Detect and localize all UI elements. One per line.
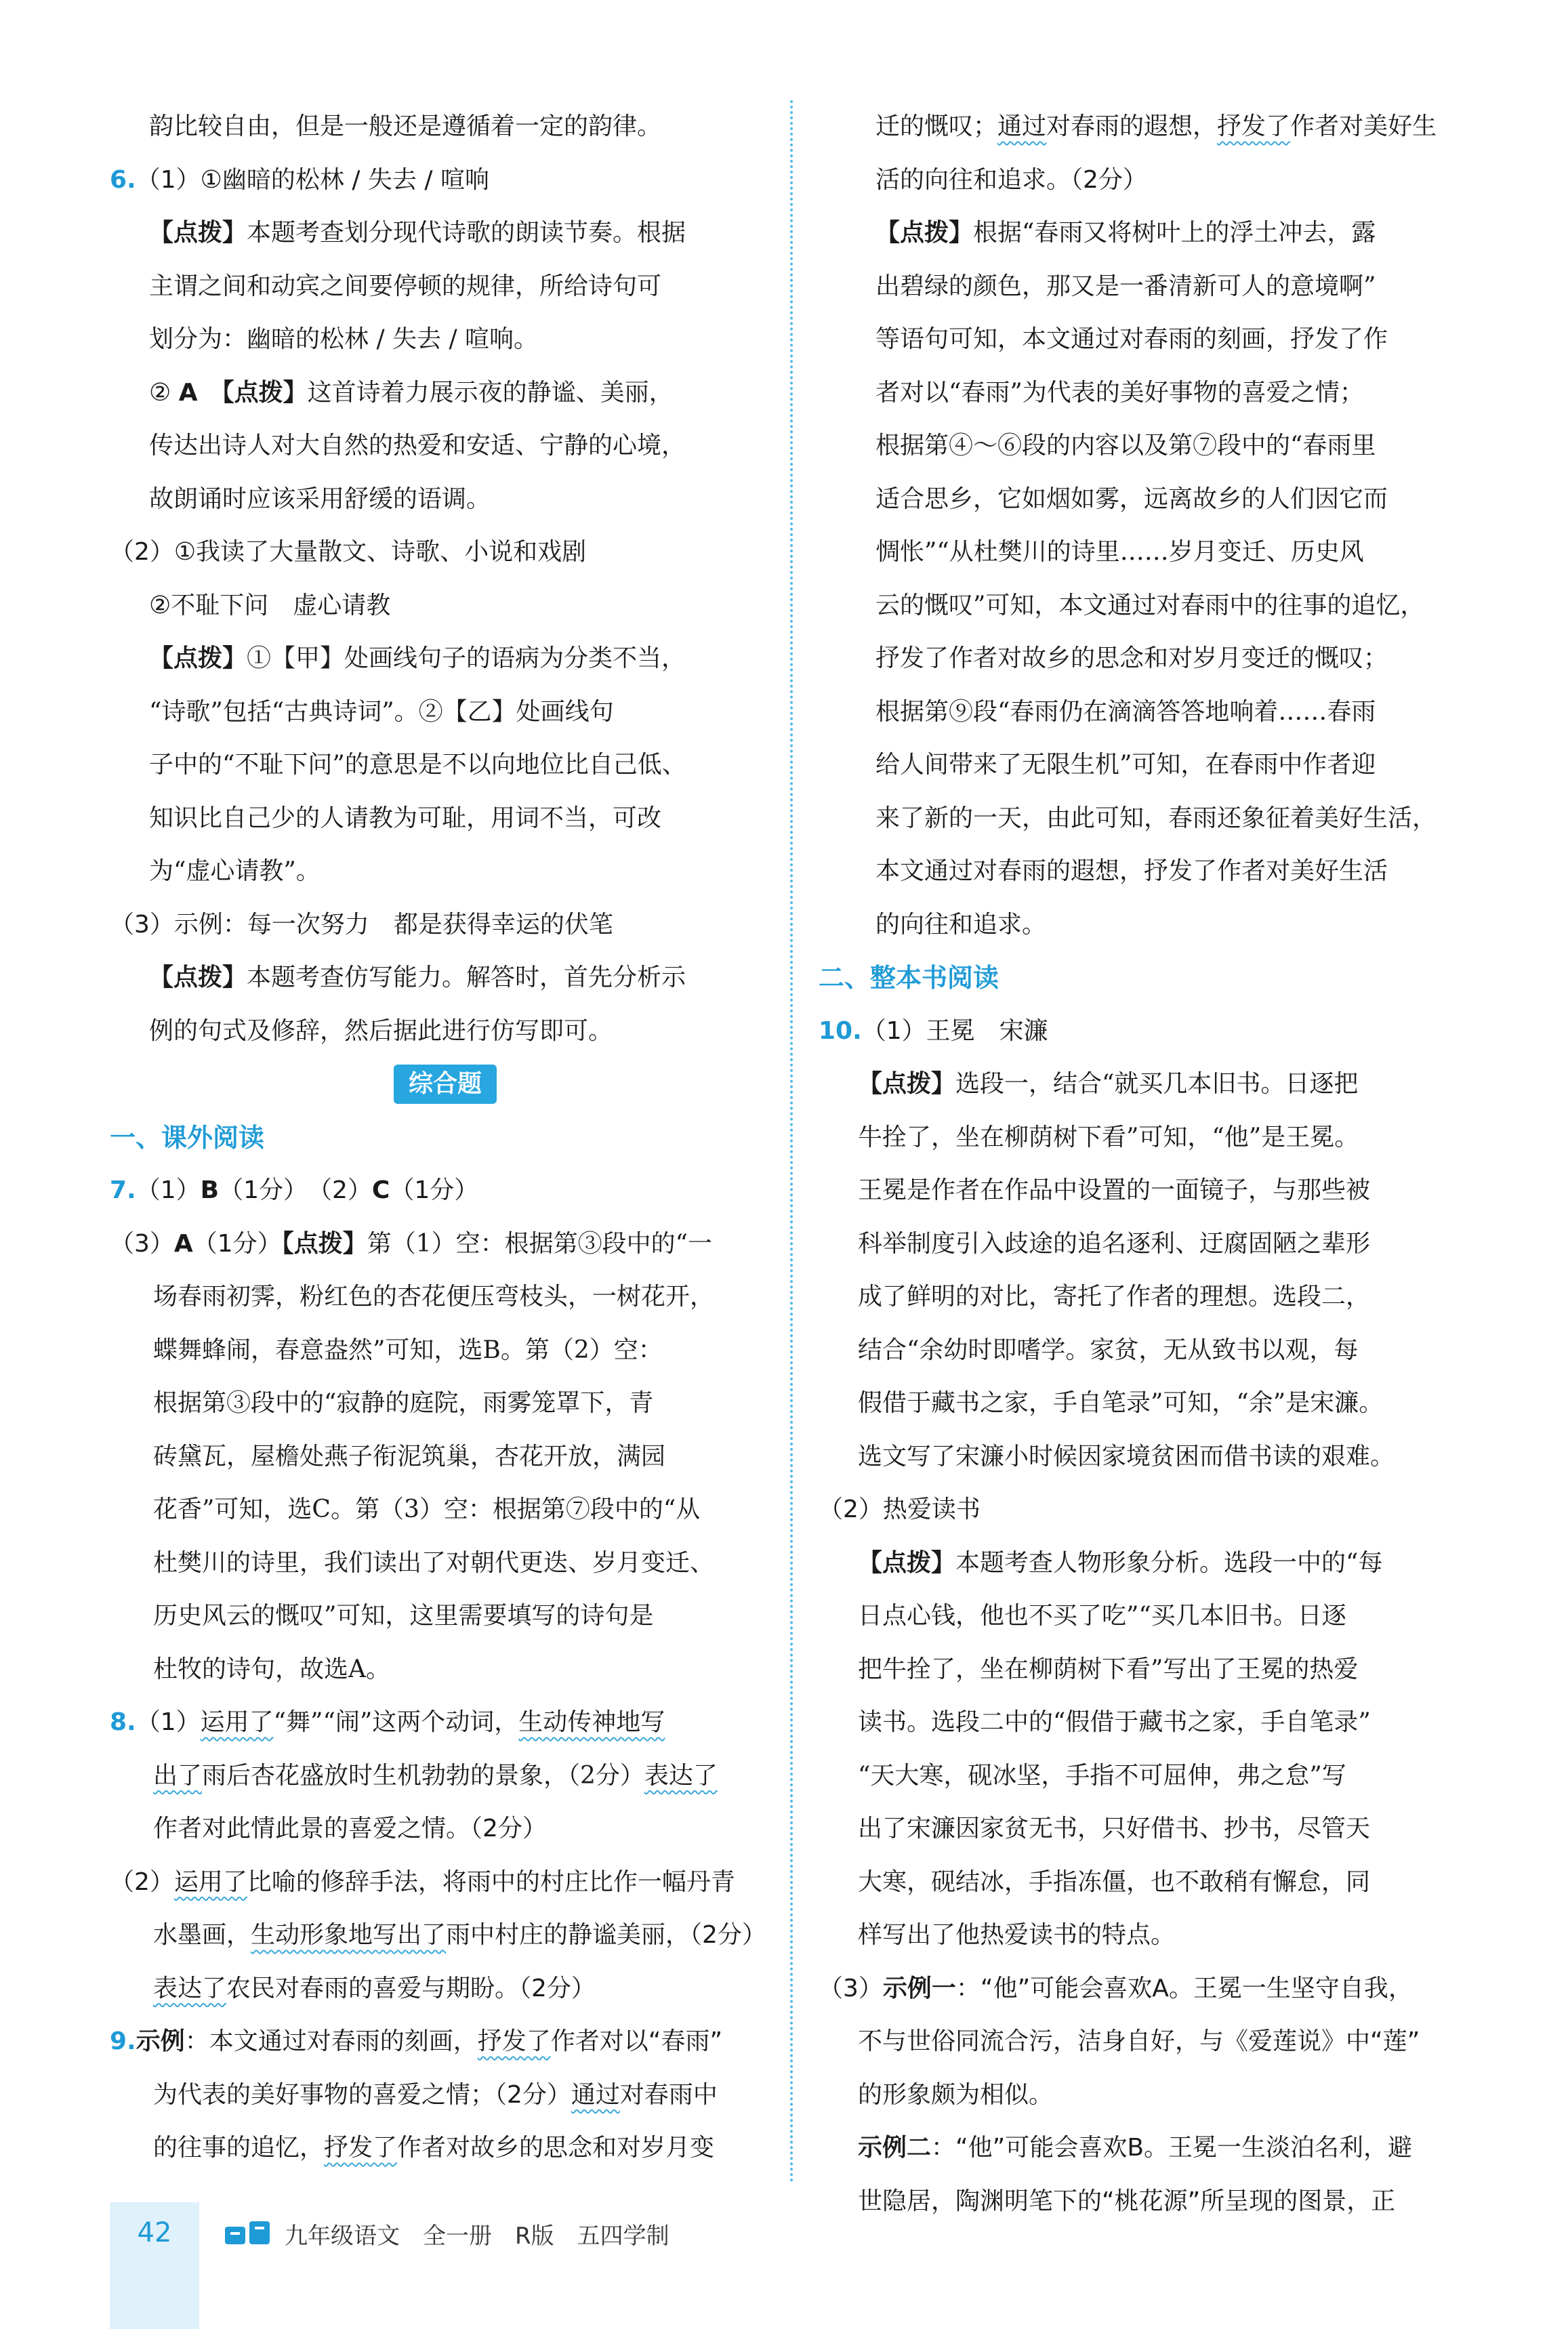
text-line	[819, 367, 1489, 420]
text-line	[819, 1909, 1489, 1962]
text-run: （3）示例：每一次努力 都是获得幸运的伏笔	[110, 910, 613, 939]
text-run: 假借于藏书之家，手自笔录”可知，“余”是宋濂。	[858, 1389, 1384, 1417]
text-line	[110, 1962, 781, 2016]
text-run: 本题考查人物形象分析。选段一中的“每	[955, 1548, 1383, 1577]
publisher-logo-icon	[224, 2217, 272, 2248]
text-run: “诗歌”包括“古典诗词”。②【乙】处画线句	[149, 697, 614, 726]
text-run: 选段一，结合“就买几本旧书。日逐把	[955, 1070, 1359, 1098]
text-run: 出了宋濂因家贫无书，只好借书、抄书，尽管天	[858, 1815, 1371, 1842]
text-run: 子中的“不耻下问”的意思是不以向地位比自己低、	[149, 751, 686, 779]
text-line	[819, 473, 1489, 527]
text-line	[110, 1643, 781, 1697]
text-line	[110, 1750, 781, 1803]
text-run: （2）	[110, 1868, 174, 1896]
text-run: 【点拨】	[222, 378, 308, 407]
text-run: 杜樊川的诗里，我们读出了对朝代更迭、岁月变迁、	[153, 1548, 715, 1577]
text-run: 这首诗着力展示夜的静谧、美丽，	[307, 378, 674, 407]
text-run: （1）①幽暗的松林 / 失去 / 喧响	[136, 165, 489, 194]
text-run: 【点拨】	[149, 964, 247, 991]
text-run: 等语句可知，本文通过对春雨的刻画，抒发了作	[875, 325, 1388, 353]
text-run: 惆怅”“从杜樊川的诗里……岁月变迁、历史风	[875, 538, 1364, 566]
text-run: 本题考查划分现代诗歌的朗读节奏。根据	[247, 219, 686, 247]
text-line	[819, 1590, 1489, 1643]
text-run: 对春雨的遐想，	[1046, 112, 1218, 140]
text-line	[110, 207, 781, 260]
text-line	[819, 1483, 1489, 1537]
text-line	[110, 686, 781, 739]
text-line	[110, 526, 781, 579]
text-line	[819, 1537, 1489, 1590]
text-line	[819, 1111, 1489, 1165]
text-line	[110, 1537, 781, 1590]
text-line	[819, 154, 1489, 207]
section-heading: 二、整本书阅读	[819, 963, 999, 993]
text-line	[110, 1377, 781, 1430]
text-run: 为代表的美好事物的喜爱之情；（2分）	[153, 2080, 571, 2109]
text-run: 结合“余幼时即嗜学。家贫，无从致书以观，每	[858, 1336, 1359, 1364]
text-line	[110, 1271, 781, 1324]
text-line	[110, 473, 781, 527]
text-run: 故朗诵时应该采用舒缓的语调。	[149, 485, 491, 513]
text-run: 示例二	[858, 2134, 932, 2162]
text-run: （3）	[110, 1229, 174, 1258]
text-line	[110, 951, 781, 1005]
text-run: ：本文通过	[184, 2027, 307, 2055]
text-run: 为“虚心请教”。	[149, 857, 321, 885]
text-run: 农民对春雨的喜爱与期盼。（2分）	[226, 1974, 596, 2002]
question-number: 10.	[819, 1016, 862, 1045]
text-run: 科举制度引入歧途的追名逐利、迂腐固陋之辈形	[858, 1229, 1371, 1258]
left-column	[110, 100, 781, 2175]
text-line	[819, 313, 1489, 367]
text-line	[110, 1802, 781, 1856]
text-run: 抒发了	[477, 2027, 551, 2055]
page-number: 42	[137, 2217, 172, 2248]
text-line	[819, 899, 1489, 952]
text-line	[819, 1324, 1489, 1378]
text-run: 选文写了宋濂小时候因家境贫困而借书读的艰难。	[858, 1442, 1395, 1470]
text-run: 场春雨初霁，粉红色的杏花便压弯枝头，一树花开，	[153, 1283, 715, 1311]
question-number: 9.	[110, 2027, 136, 2055]
text-line	[819, 100, 1489, 154]
text-line	[819, 686, 1489, 739]
text-line	[110, 845, 781, 899]
text-line	[110, 579, 781, 633]
question-number: 8.	[110, 1708, 136, 1736]
section-badge-row	[110, 1058, 781, 1111]
text-run: 大寒，砚结冰，手指冻僵，也不敢稍有懈怠，同	[858, 1868, 1371, 1896]
text-line	[819, 1005, 1489, 1058]
text-line	[819, 1643, 1489, 1697]
text-line	[110, 367, 781, 420]
text-line	[110, 260, 781, 314]
text-run: 日点心钱，他也不买了吃”“买几本旧书。日逐	[858, 1602, 1346, 1630]
text-run: （1）王冕 宋濂	[861, 1016, 1048, 1045]
text-line	[819, 1058, 1489, 1111]
text-line	[819, 1856, 1489, 1910]
text-run: 第（1）空：根据第③段中的“一	[367, 1229, 713, 1258]
text-line	[110, 2122, 781, 2175]
text-line	[110, 1483, 781, 1537]
text-run: 不与世俗同流合污，洁身自好，与《爱莲说》中“莲”	[858, 2027, 1420, 2055]
text-run: 作者对美好生	[1290, 112, 1437, 140]
text-run: 适合思乡，它如烟如雾，远离故乡的人们因它而	[875, 485, 1388, 513]
text-run: 示例一	[882, 1974, 956, 2002]
text-run: 划分为：幽暗的松林 / 失去 / 喧响。	[149, 325, 539, 353]
text-run: 韵比较自由，但是一般还是遵循着一定的韵律。	[149, 112, 662, 140]
text-run: 给人间带来了无限生机”可知，在春雨中作者迎	[875, 751, 1376, 779]
text-line	[110, 1430, 781, 1484]
text-run: 知识比自己少的人请教为可耻，用词不当，可改	[149, 804, 662, 832]
text-line	[819, 1218, 1489, 1271]
text-run: 对春雨的刻画，	[306, 2027, 478, 2055]
text-line	[110, 1856, 781, 1910]
text-run: A	[173, 1229, 193, 1258]
text-run: 表达了	[153, 1974, 227, 2002]
text-run: 通过	[571, 2080, 620, 2109]
text-line	[110, 899, 781, 952]
text-line	[819, 1271, 1489, 1324]
text-run: 【点拨】	[149, 219, 247, 247]
text-run: 迁的慨叹；	[875, 112, 998, 140]
text-line	[110, 2015, 781, 2069]
text-line	[819, 1164, 1489, 1218]
text-run: 历史风云的慨叹”可知，这里需要填写的诗句是	[153, 1602, 654, 1630]
text-run	[198, 379, 222, 407]
text-run: 抒发了作者对故乡的思念和对岁月变迁的慨叹；	[875, 644, 1388, 672]
text-run: 根据第④～⑥段的内容以及第⑦段中的“春雨里	[875, 432, 1376, 459]
text-line	[110, 1111, 781, 1165]
text-run: （1）	[136, 1708, 201, 1736]
text-run: 水墨画，	[153, 1921, 251, 1949]
text-run: （2）①我读了大量散文、诗歌、小说和戏剧	[110, 538, 587, 566]
text-line	[110, 100, 781, 154]
text-line	[819, 1750, 1489, 1803]
text-run: 比喻的修辞手法，将雨中的村庄比作一幅丹青	[247, 1868, 735, 1896]
text-line	[819, 579, 1489, 633]
text-line	[110, 739, 781, 792]
text-run: 王冕是作者在作品中设置的一面镜子，与那些被	[858, 1176, 1371, 1204]
text-run: 花香”可知，选C。第（3）空：根据第⑦段中的“从	[153, 1496, 701, 1523]
text-run: 牛拴了，坐在柳荫树下看”可知，“他”是王冕。	[858, 1123, 1359, 1151]
text-line	[819, 739, 1489, 792]
text-line	[110, 2069, 781, 2122]
text-line	[819, 1696, 1489, 1750]
text-line	[819, 207, 1489, 260]
text-run: 者对以“春雨”为代表的美好事物的喜爱之情；	[875, 378, 1364, 407]
text-run: A	[178, 378, 198, 407]
text-run: 【点拨】	[149, 644, 247, 672]
text-run: 云的慨叹”可知，本文通过对春雨中的往事的追忆，	[875, 591, 1425, 619]
text-run: （2）热爱读书	[819, 1496, 981, 1523]
text-line	[110, 792, 781, 846]
text-run: C	[371, 1176, 390, 1204]
text-run: 把牛拴了，坐在柳荫树下看”写出了王冕的热爱	[858, 1655, 1359, 1683]
text-run: 活的向往和追求。（2分）	[875, 165, 1147, 194]
text-run: 蝶舞蜂闹，春意盎然”可知，选B。第（2）空：	[153, 1336, 663, 1364]
section-badge: 综合题	[394, 1065, 497, 1104]
text-run: 作者对此情此景的喜爱之情。（2分）	[153, 1815, 547, 1842]
text-run: 的形象颇为相似。	[858, 2080, 1054, 2109]
text-line	[819, 1430, 1489, 1484]
text-line	[110, 419, 781, 473]
text-run: （1）	[136, 1176, 201, 1204]
text-line	[819, 845, 1489, 899]
text-run: 示例	[136, 2027, 185, 2055]
text-line	[819, 419, 1489, 473]
text-run: 作者对故乡的思念和对岁月变	[397, 2134, 715, 2162]
text-run: 的往事的追忆，	[153, 2134, 325, 2162]
text-run: 传达出诗人对大自然的热爱和安适、宁静的心境，	[149, 432, 686, 459]
text-run: 来了新的一天，由此可知，春雨还象征着美好生活，	[875, 804, 1437, 832]
text-run: 样写出了他热爱读书的特点。	[858, 1921, 1176, 1949]
text-run: 的向往和追求。	[875, 910, 1047, 939]
text-run: （1分） （2）	[219, 1176, 372, 1204]
text-line	[819, 2015, 1489, 2069]
text-run: （1分）	[390, 1176, 479, 1204]
text-line	[819, 792, 1489, 846]
text-run: 雨后杏花盛放时生机勃勃的景象，（2分）	[202, 1761, 644, 1790]
text-line	[819, 1377, 1489, 1430]
text-line	[819, 260, 1489, 314]
text-run: 读书。选段二中的“假借于藏书之家，手自笔录”	[858, 1708, 1371, 1736]
text-run: 对春雨中	[619, 2080, 718, 2109]
text-run: 【点拨】	[858, 1548, 956, 1577]
text-line	[110, 1218, 781, 1271]
section-heading: 一、课外阅读	[110, 1122, 265, 1153]
text-line	[819, 1962, 1489, 2016]
text-run: 生动形象地写出了	[251, 1921, 447, 1949]
text-line	[110, 313, 781, 367]
text-line	[819, 2122, 1489, 2175]
text-line	[110, 1696, 781, 1750]
right-column	[819, 100, 1489, 2228]
text-line	[110, 1590, 781, 1643]
text-run: “天大寒，砚冰坚，手指不可屈伸，弗之怠”写	[858, 1761, 1346, 1790]
text-line	[110, 1164, 781, 1218]
text-line	[110, 1909, 781, 1962]
text-run: 通过	[997, 112, 1047, 140]
text-run: 运用了	[200, 1708, 274, 1736]
text-run: 本题考查仿写能力。解答时，首先分析示	[247, 964, 686, 991]
text-run: （3）	[819, 1974, 883, 2002]
text-line	[110, 1005, 781, 1058]
text-line	[819, 2069, 1489, 2122]
text-run: （1分）	[192, 1229, 282, 1258]
text-run: 作者对以“春雨”	[550, 2027, 723, 2055]
text-run: 砖黛瓦，屋檐处燕子衔泥筑巢，杏花开放，满园	[153, 1442, 666, 1470]
text-run: 主谓之间和动宾之间要停顿的规律，所给诗句可	[149, 272, 662, 300]
text-line	[819, 1802, 1489, 1856]
text-run: ①【甲】处画线句子的语病为分类不当，	[247, 644, 686, 672]
question-number: 7.	[110, 1176, 136, 1204]
text-run: 根据“春雨又将树叶上的浮土冲去，露	[973, 219, 1376, 247]
text-run: 抒发了	[1217, 112, 1291, 140]
text-line	[819, 526, 1489, 579]
text-run: ：“他”可能会喜欢B。王冕一生淡泊名利，避	[931, 2134, 1413, 2162]
text-run: 世隐居，陶渊明笔下的“桃花源”所呈现的图景，正	[858, 2187, 1396, 2215]
text-run: 【点拨】	[858, 1070, 956, 1098]
text-run: 抒发了	[324, 2134, 398, 2162]
text-run: ：“他”可能会喜欢A。王冕一生坚守自我，	[955, 1974, 1413, 2002]
text-run: 例的句式及修辞，然后据此进行仿写即可。	[149, 1016, 613, 1045]
text-run: 出了	[153, 1761, 203, 1790]
text-line	[819, 632, 1489, 686]
text-line	[110, 632, 781, 686]
text-run: 【点拨】	[875, 219, 974, 247]
text-run: 雨中村庄的静谧美丽，（2分）	[446, 1921, 766, 1949]
text-run: 根据第⑨段“春雨仍在滴滴答答地响着……春雨	[875, 697, 1376, 726]
text-line	[819, 951, 1489, 1005]
column-divider	[790, 100, 793, 2184]
book-info: 九年级语文 全一册 R版 五四学制	[285, 2223, 669, 2250]
text-run: ②	[149, 378, 179, 407]
text-run: 表达了	[644, 1761, 718, 1790]
text-run: 成了鲜明的对比，寄托了作者的理想。选段二，	[858, 1283, 1371, 1311]
text-run: “舞”“闹”这两个动词，	[273, 1708, 519, 1736]
text-run: 本文通过对春雨的遐想，抒发了作者对美好生活	[875, 857, 1388, 885]
text-run: 杜牧的诗句，故选A。	[153, 1655, 390, 1683]
text-line	[110, 154, 781, 207]
question-number: 6.	[110, 165, 136, 194]
text-run: 【点拨】	[281, 1229, 367, 1258]
text-run: 根据第③段中的“寂静的庭院，雨雾笼罩下，青	[153, 1389, 654, 1417]
text-run: 运用了	[173, 1868, 247, 1896]
text-line	[819, 2175, 1489, 2229]
text-run: B	[200, 1176, 220, 1204]
text-run: 出碧绿的颜色，那又是一番清新可人的意境啊”	[875, 272, 1376, 300]
text-line	[110, 1324, 781, 1378]
text-run: ②不耻下问 虚心请教	[149, 591, 391, 619]
text-run: 生动传神地写	[518, 1708, 665, 1736]
